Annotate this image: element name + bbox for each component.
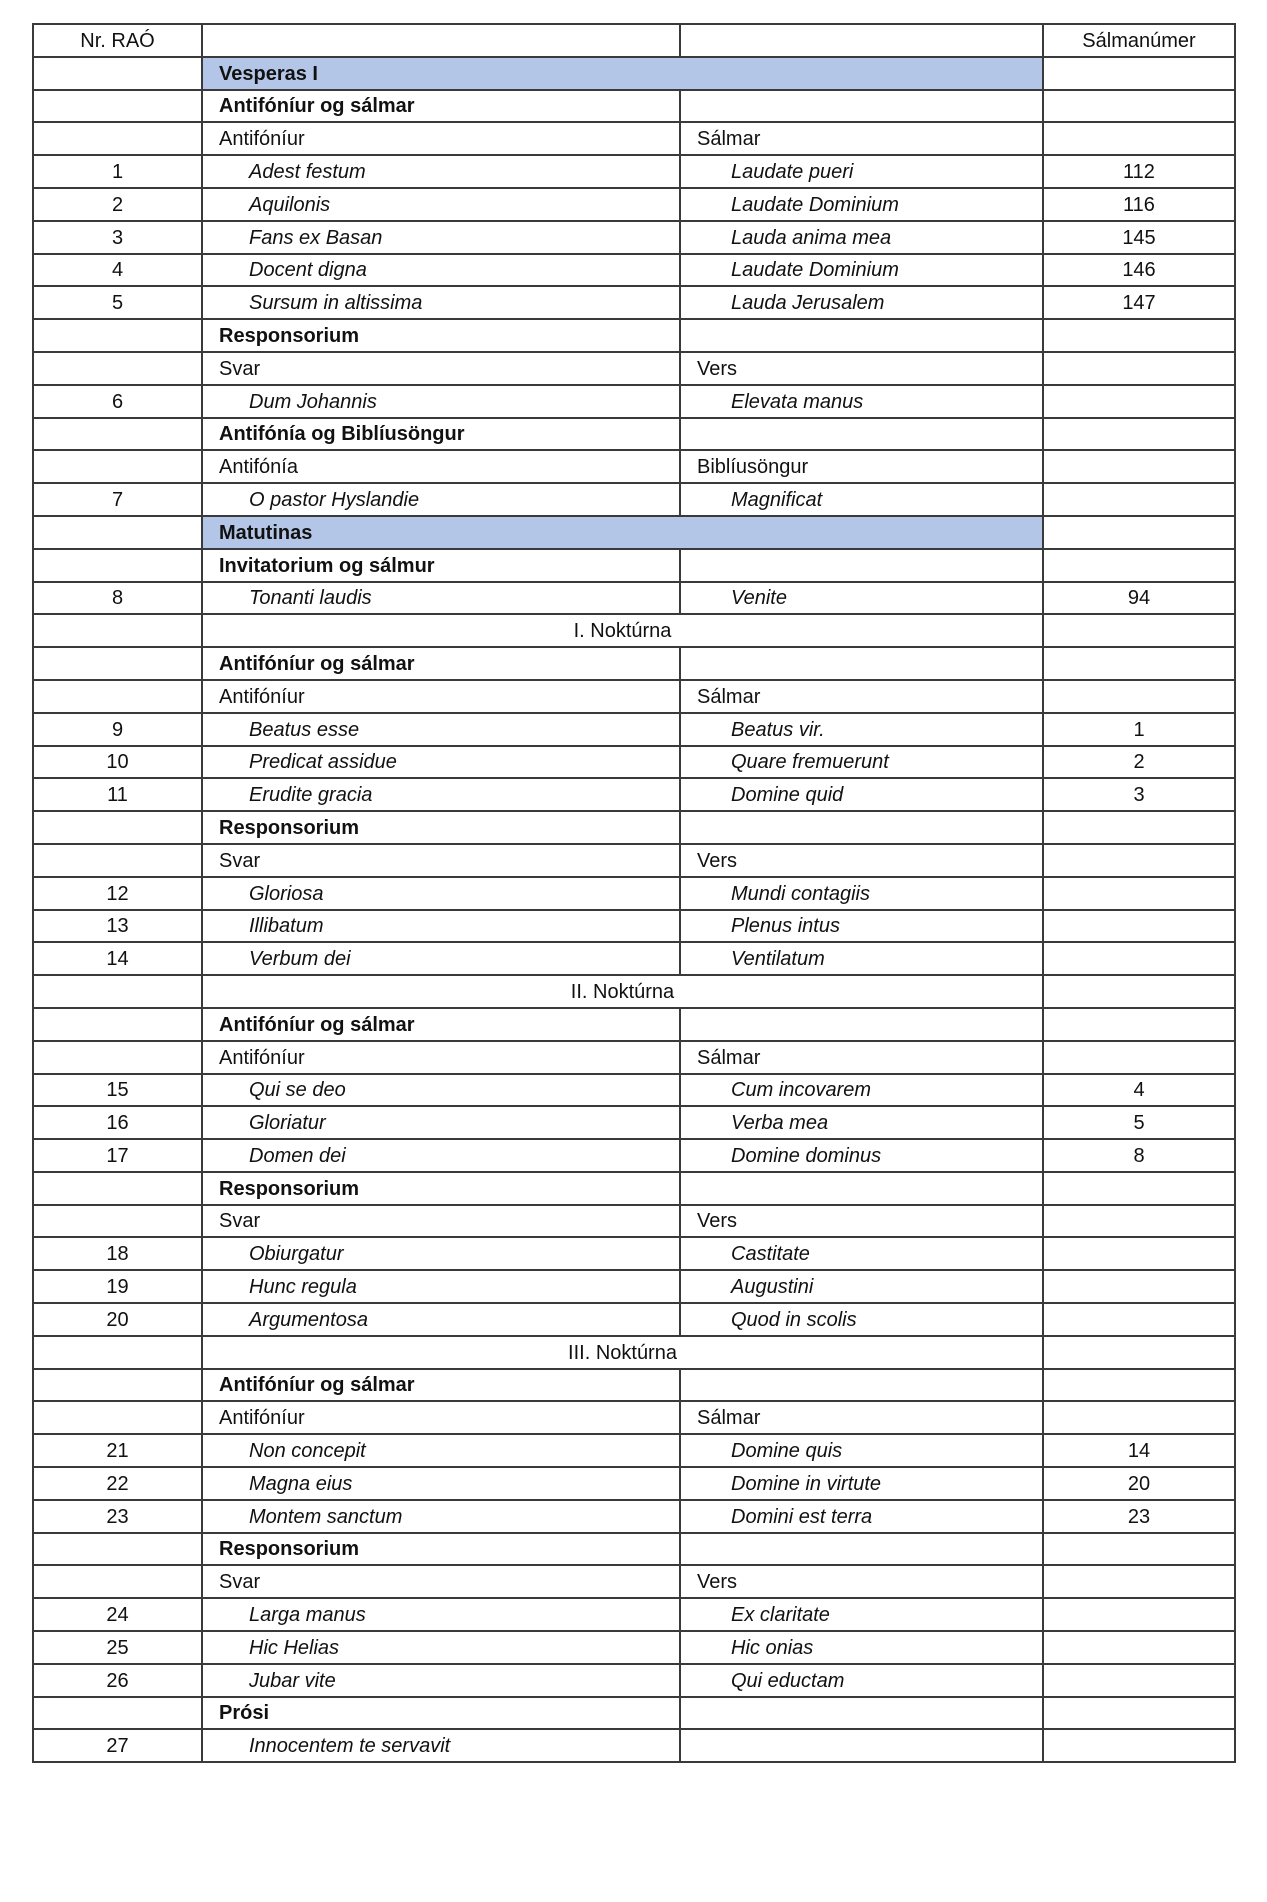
psalm-number-cell — [1043, 1565, 1235, 1598]
psalm-number-cell — [1043, 352, 1235, 385]
rao-number: 19 — [33, 1270, 202, 1303]
table-row — [33, 155, 1235, 188]
table-row — [33, 1074, 1235, 1107]
psalm-title: Lauda Jerusalem — [680, 286, 1043, 319]
subheading-right: Vers — [680, 352, 1043, 385]
psalm-number — [1043, 1598, 1235, 1631]
empty-cell — [680, 90, 1043, 123]
psalm-number — [1043, 483, 1235, 516]
subheading-left: Antifóníur — [202, 1401, 680, 1434]
nr-cell — [33, 1533, 202, 1566]
psalm-number — [1043, 1729, 1235, 1762]
nr-cell — [33, 57, 202, 90]
rao-number: 6 — [33, 385, 202, 418]
table-row — [33, 1303, 1235, 1336]
subheading-row — [33, 450, 1235, 483]
table-row — [33, 1598, 1235, 1631]
table-row — [33, 1270, 1235, 1303]
psalm-number — [1043, 877, 1235, 910]
psalm-number: 112 — [1043, 155, 1235, 188]
group-heading-row — [33, 1172, 1235, 1205]
psalm-title: Augustini — [680, 1270, 1043, 1303]
subheading-left: Antifóníur — [202, 122, 680, 155]
psalm-number-cell — [1043, 1008, 1235, 1041]
psalm-number-cell — [1043, 418, 1235, 451]
nr-cell — [33, 418, 202, 451]
subheading-row — [33, 122, 1235, 155]
empty-cell — [680, 647, 1043, 680]
group-title: Prósi — [202, 1697, 680, 1730]
nr-cell — [33, 450, 202, 483]
group-title: Responsorium — [202, 319, 680, 352]
rao-number: 10 — [33, 746, 202, 779]
table-row — [33, 286, 1235, 319]
table-row — [33, 942, 1235, 975]
psalm-number — [1043, 1303, 1235, 1336]
subheading-row — [33, 844, 1235, 877]
psalm-title: Quod in scolis — [680, 1303, 1043, 1336]
psalm-number-cell — [1043, 680, 1235, 713]
nr-cell — [33, 352, 202, 385]
psalm-title: Laudate Dominium — [680, 188, 1043, 221]
group-heading-row — [33, 1533, 1235, 1566]
header-psalm-number: Sálmanúmer — [1043, 24, 1235, 57]
psalm-title: Cum incovarem — [680, 1074, 1043, 1107]
rao-number: 16 — [33, 1106, 202, 1139]
psalm-title: Lauda anima mea — [680, 221, 1043, 254]
subheading-right: Vers — [680, 1205, 1043, 1238]
antiphon-title: Innocentem te servavit — [202, 1729, 680, 1762]
subheading-right: Sálmar — [680, 680, 1043, 713]
rao-number: 2 — [33, 188, 202, 221]
subheading-row — [33, 1041, 1235, 1074]
office-table-body — [33, 24, 1235, 1762]
psalm-title: Domine in virtute — [680, 1467, 1043, 1500]
antiphon-title: Fans ex Basan — [202, 221, 680, 254]
empty-cell — [680, 1369, 1043, 1402]
table-row — [33, 483, 1235, 516]
psalm-number-cell — [1043, 844, 1235, 877]
nr-cell — [33, 516, 202, 549]
group-title: Responsorium — [202, 811, 680, 844]
subheading-row — [33, 1205, 1235, 1238]
antiphon-title: Erudite gracia — [202, 778, 680, 811]
nr-cell — [33, 1008, 202, 1041]
section-row — [33, 57, 1235, 90]
psalm-number — [1043, 1270, 1235, 1303]
empty-cell — [680, 1697, 1043, 1730]
table-row — [33, 1467, 1235, 1500]
subheading-right: Vers — [680, 844, 1043, 877]
subheading-left: Svar — [202, 1565, 680, 1598]
group-heading-row — [33, 319, 1235, 352]
psalm-number — [1043, 910, 1235, 943]
nr-cell — [33, 975, 202, 1008]
antiphon-title: Larga manus — [202, 1598, 680, 1631]
subheading-row — [33, 1565, 1235, 1598]
psalm-number-cell — [1043, 811, 1235, 844]
psalm-number: 146 — [1043, 254, 1235, 287]
nr-cell — [33, 1205, 202, 1238]
antiphon-title: Illibatum — [202, 910, 680, 943]
antiphon-title: Verbum dei — [202, 942, 680, 975]
psalm-number-cell — [1043, 614, 1235, 647]
group-title: Responsorium — [202, 1533, 680, 1566]
psalm-number-cell — [1043, 1205, 1235, 1238]
rao-number: 1 — [33, 155, 202, 188]
group-heading-row — [33, 647, 1235, 680]
subheading-left: Svar — [202, 1205, 680, 1238]
subheading-left: Antifóníur — [202, 1041, 680, 1074]
psalm-title — [680, 1729, 1043, 1762]
antiphon-title: Montem sanctum — [202, 1500, 680, 1533]
psalm-number-cell — [1043, 90, 1235, 123]
psalm-title: Plenus intus — [680, 910, 1043, 943]
header-col2 — [202, 24, 680, 57]
subheading-row — [33, 1401, 1235, 1434]
psalm-number-cell — [1043, 1697, 1235, 1730]
nr-cell — [33, 1565, 202, 1598]
subheading-left: Antifónía — [202, 450, 680, 483]
antiphon-title: Non concepit — [202, 1434, 680, 1467]
group-title: Antifóníur og sálmar — [202, 1369, 680, 1402]
table-row — [33, 188, 1235, 221]
rao-number: 5 — [33, 286, 202, 319]
section-title: Vesperas I — [202, 57, 1043, 90]
psalm-title: Castitate — [680, 1237, 1043, 1270]
psalm-number: 147 — [1043, 286, 1235, 319]
psalm-number-cell — [1043, 1336, 1235, 1369]
group-heading-row — [33, 1008, 1235, 1041]
table-row — [33, 713, 1235, 746]
psalm-title: Ex claritate — [680, 1598, 1043, 1631]
psalm-number-cell — [1043, 1172, 1235, 1205]
antiphon-title: O pastor Hyslandie — [202, 483, 680, 516]
section-title: Matutinas — [202, 516, 1043, 549]
group-title: Responsorium — [202, 1172, 680, 1205]
psalm-number-cell — [1043, 1401, 1235, 1434]
antiphon-title: Jubar vite — [202, 1664, 680, 1697]
rao-number: 26 — [33, 1664, 202, 1697]
antiphon-title: Predicat assidue — [202, 746, 680, 779]
antiphon-title: Gloriosa — [202, 877, 680, 910]
rao-number: 22 — [33, 1467, 202, 1500]
rao-number: 4 — [33, 254, 202, 287]
group-heading-row — [33, 1369, 1235, 1402]
nr-cell — [33, 122, 202, 155]
psalm-title: Verba mea — [680, 1106, 1043, 1139]
subheading-right: Sálmar — [680, 1401, 1043, 1434]
psalm-number-cell — [1043, 57, 1235, 90]
rao-number: 7 — [33, 483, 202, 516]
table-row — [33, 1729, 1235, 1762]
office-table — [32, 23, 1236, 1763]
psalm-number-cell — [1043, 647, 1235, 680]
subheading-row — [33, 680, 1235, 713]
rao-number: 27 — [33, 1729, 202, 1762]
antiphon-title: Argumentosa — [202, 1303, 680, 1336]
rao-number: 23 — [33, 1500, 202, 1533]
nocturn-title: I. Noktúrna — [202, 614, 1043, 647]
antiphon-title: Adest festum — [202, 155, 680, 188]
table-row — [33, 221, 1235, 254]
rao-number: 18 — [33, 1237, 202, 1270]
nr-cell — [33, 614, 202, 647]
psalm-title: Laudate pueri — [680, 155, 1043, 188]
table-row — [33, 1139, 1235, 1172]
psalm-title: Laudate Dominium — [680, 254, 1043, 287]
antiphon-title: Hunc regula — [202, 1270, 680, 1303]
rao-number: 20 — [33, 1303, 202, 1336]
psalm-number — [1043, 1631, 1235, 1664]
rao-number: 15 — [33, 1074, 202, 1107]
antiphon-title: Gloriatur — [202, 1106, 680, 1139]
subheading-right: Biblíusöngur — [680, 450, 1043, 483]
table-row — [33, 877, 1235, 910]
psalm-number: 14 — [1043, 1434, 1235, 1467]
group-heading-row — [33, 418, 1235, 451]
nr-cell — [33, 1336, 202, 1369]
rao-number: 14 — [33, 942, 202, 975]
antiphon-title: Aquilonis — [202, 188, 680, 221]
psalm-number: 4 — [1043, 1074, 1235, 1107]
nr-cell — [33, 1401, 202, 1434]
psalm-title: Mundi contagiis — [680, 877, 1043, 910]
section-row — [33, 516, 1235, 549]
psalm-title: Elevata manus — [680, 385, 1043, 418]
rao-number: 12 — [33, 877, 202, 910]
rao-number: 11 — [33, 778, 202, 811]
rao-number: 25 — [33, 1631, 202, 1664]
psalm-number: 1 — [1043, 713, 1235, 746]
rao-number: 13 — [33, 910, 202, 943]
nocturn-title: II. Noktúrna — [202, 975, 1043, 1008]
table-row — [33, 385, 1235, 418]
psalm-number-cell — [1043, 1041, 1235, 1074]
subheading-left: Antifóníur — [202, 680, 680, 713]
psalm-number: 2 — [1043, 746, 1235, 779]
psalm-number-cell — [1043, 122, 1235, 155]
nr-cell — [33, 319, 202, 352]
group-heading-row — [33, 549, 1235, 582]
rao-number: 3 — [33, 221, 202, 254]
group-heading-row — [33, 90, 1235, 123]
subheading-row — [33, 352, 1235, 385]
psalm-title: Domine quid — [680, 778, 1043, 811]
nocturn-row — [33, 1336, 1235, 1369]
psalm-title: Qui eductam — [680, 1664, 1043, 1697]
antiphon-title: Obiurgatur — [202, 1237, 680, 1270]
psalm-number — [1043, 942, 1235, 975]
nocturn-title: III. Noktúrna — [202, 1336, 1043, 1369]
psalm-title: Hic onias — [680, 1631, 1043, 1664]
psalm-title: Domine dominus — [680, 1139, 1043, 1172]
table-row — [33, 910, 1235, 943]
table-row — [33, 778, 1235, 811]
group-title: Antifóníur og sálmar — [202, 647, 680, 680]
table-row — [33, 1500, 1235, 1533]
psalm-number: 94 — [1043, 582, 1235, 615]
empty-cell — [680, 549, 1043, 582]
nr-cell — [33, 1369, 202, 1402]
antiphon-title: Beatus esse — [202, 713, 680, 746]
psalm-title: Venite — [680, 582, 1043, 615]
subheading-left: Svar — [202, 844, 680, 877]
psalm-title: Magnificat — [680, 483, 1043, 516]
nocturn-row — [33, 614, 1235, 647]
nr-cell — [33, 1041, 202, 1074]
empty-cell — [680, 418, 1043, 451]
group-title: Antifóníur og sálmar — [202, 90, 680, 123]
header-col3 — [680, 24, 1043, 57]
psalm-number-cell — [1043, 450, 1235, 483]
psalm-title: Beatus vir. — [680, 713, 1043, 746]
group-title: Antifónía og Biblíusöngur — [202, 418, 680, 451]
psalm-number: 8 — [1043, 1139, 1235, 1172]
header-nr: Nr. RAÓ — [33, 24, 202, 57]
psalm-title: Domine quis — [680, 1434, 1043, 1467]
group-heading-row — [33, 1697, 1235, 1730]
table-row — [33, 254, 1235, 287]
table-row — [33, 1631, 1235, 1664]
header-row — [33, 24, 1235, 57]
psalm-title: Quare fremuerunt — [680, 746, 1043, 779]
antiphon-title: Domen dei — [202, 1139, 680, 1172]
psalm-number — [1043, 385, 1235, 418]
psalm-number: 145 — [1043, 221, 1235, 254]
psalm-number — [1043, 1664, 1235, 1697]
table-row — [33, 746, 1235, 779]
empty-cell — [680, 1172, 1043, 1205]
antiphon-title: Magna eius — [202, 1467, 680, 1500]
table-row — [33, 1237, 1235, 1270]
psalm-number — [1043, 1237, 1235, 1270]
psalm-number: 20 — [1043, 1467, 1235, 1500]
psalm-number: 5 — [1043, 1106, 1235, 1139]
psalm-number-cell — [1043, 549, 1235, 582]
psalm-number-cell — [1043, 1533, 1235, 1566]
nr-cell — [33, 1697, 202, 1730]
psalm-number-cell — [1043, 516, 1235, 549]
psalm-number: 23 — [1043, 1500, 1235, 1533]
nr-cell — [33, 549, 202, 582]
rao-number: 17 — [33, 1139, 202, 1172]
subheading-right: Vers — [680, 1565, 1043, 1598]
subheading-right: Sálmar — [680, 122, 1043, 155]
antiphon-title: Qui se deo — [202, 1074, 680, 1107]
subheading-right: Sálmar — [680, 1041, 1043, 1074]
table-row — [33, 582, 1235, 615]
psalm-title: Ventilatum — [680, 942, 1043, 975]
psalm-number: 3 — [1043, 778, 1235, 811]
antiphon-title: Dum Johannis — [202, 385, 680, 418]
nr-cell — [33, 1172, 202, 1205]
rao-number: 8 — [33, 582, 202, 615]
psalm-title: Domini est terra — [680, 1500, 1043, 1533]
empty-cell — [680, 811, 1043, 844]
nocturn-row — [33, 975, 1235, 1008]
group-title: Antifóníur og sálmar — [202, 1008, 680, 1041]
table-row — [33, 1106, 1235, 1139]
subheading-left: Svar — [202, 352, 680, 385]
psalm-number-cell — [1043, 975, 1235, 1008]
rao-number: 21 — [33, 1434, 202, 1467]
empty-cell — [680, 1008, 1043, 1041]
group-title: Invitatorium og sálmur — [202, 549, 680, 582]
table-row — [33, 1664, 1235, 1697]
empty-cell — [680, 1533, 1043, 1566]
nr-cell — [33, 647, 202, 680]
antiphon-title: Sursum in altissima — [202, 286, 680, 319]
empty-cell — [680, 319, 1043, 352]
antiphon-title: Docent digna — [202, 254, 680, 287]
nr-cell — [33, 90, 202, 123]
rao-number: 9 — [33, 713, 202, 746]
antiphon-title: Tonanti laudis — [202, 582, 680, 615]
group-heading-row — [33, 811, 1235, 844]
psalm-number: 116 — [1043, 188, 1235, 221]
table-row — [33, 1434, 1235, 1467]
antiphon-title: Hic Helias — [202, 1631, 680, 1664]
psalm-number-cell — [1043, 1369, 1235, 1402]
nr-cell — [33, 811, 202, 844]
psalm-number-cell — [1043, 319, 1235, 352]
nr-cell — [33, 680, 202, 713]
nr-cell — [33, 844, 202, 877]
rao-number: 24 — [33, 1598, 202, 1631]
